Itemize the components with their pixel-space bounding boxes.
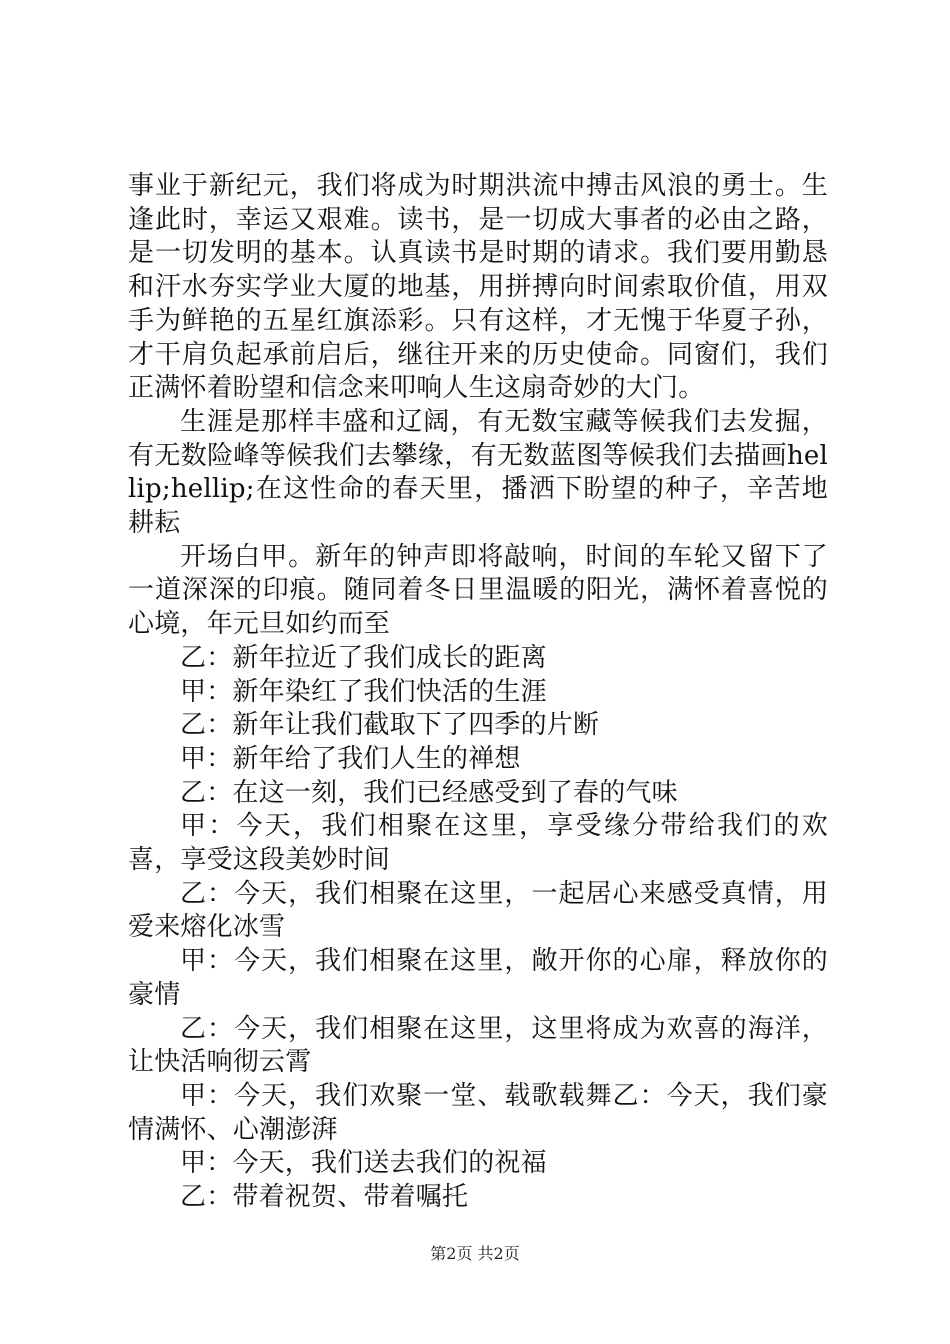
paragraph: 甲：今天，我们相聚在这里，享受缘分带给我们的欢喜，享受这段美妙时间 [128,811,828,876]
paragraph: 开场白甲。新年的钟声即将敲响，时间的车轮又留下了一道深深的印痕。随同着冬日里温暖的阳光，满怀着喜悦的心境，年元旦如约而至 [128,541,828,640]
paragraph: 甲：新年给了我们人生的禅想 [180,743,521,774]
paragraph: 乙：带着祝贺、带着嘱托 [180,1182,469,1213]
document-body [128,170,828,1215]
paragraph: 事业于新纪元，我们将成为时期洪流中搏击风浪的勇士。生逢此时，幸运又艰难。读书，是一切成大事者的必由之路，是一切发明的基本。认真读书是时期的请求。我们要用勤恳和汗水夯实学业大厦的地基，用拼搏向时间索取价值，用双手为鲜艳的五星红旗添彩。只有这样，才无愧于华夏子孙，才干肩负起承前启后，继往开来的历史使命。同窗们，我们正满怀着盼望和信念来叩响人生这扇奇妙的大门。 [128,171,828,404]
paragraph: 乙：新年让我们截取下了四季的片断 [180,710,600,741]
paragraph: 甲：今天，我们欢聚一堂、载歌载舞乙：今天，我们豪情满怀、心潮澎湃 [128,1080,828,1145]
paragraph: 甲：今天，我们相聚在这里，敞开你的心扉，释放你的豪情 [128,946,828,1010]
page-number-label: 第2页 共2页 [430,1244,520,1263]
paragraph: 乙：新年拉近了我们成长的距离 [180,642,547,673]
paragraph: 甲：今天，我们送去我们的祝福 [180,1148,547,1179]
page-footer [0,1244,950,1264]
paragraph: 甲：新年染红了我们快活的生涯 [180,676,547,707]
paragraph: 乙：在这一刻，我们已经感受到了春的气味 [180,777,678,808]
paragraph: 生涯是那样丰盛和辽阔，有无数宝藏等候我们去发掘，有无数险峰等候我们去攀缘，有无数蓝图等候我们去描画hellip;hellip;在这性命的春天里，播洒下盼望的种子，辛苦地耕耘 [128,406,828,539]
paragraph: 乙：今天，我们相聚在这里，这里将成为欢喜的海洋，让快活响彻云霄 [128,1013,828,1078]
paragraph: 乙：今天，我们相聚在这里，一起居心来感受真情，用爱来熔化冰雪 [128,878,828,943]
